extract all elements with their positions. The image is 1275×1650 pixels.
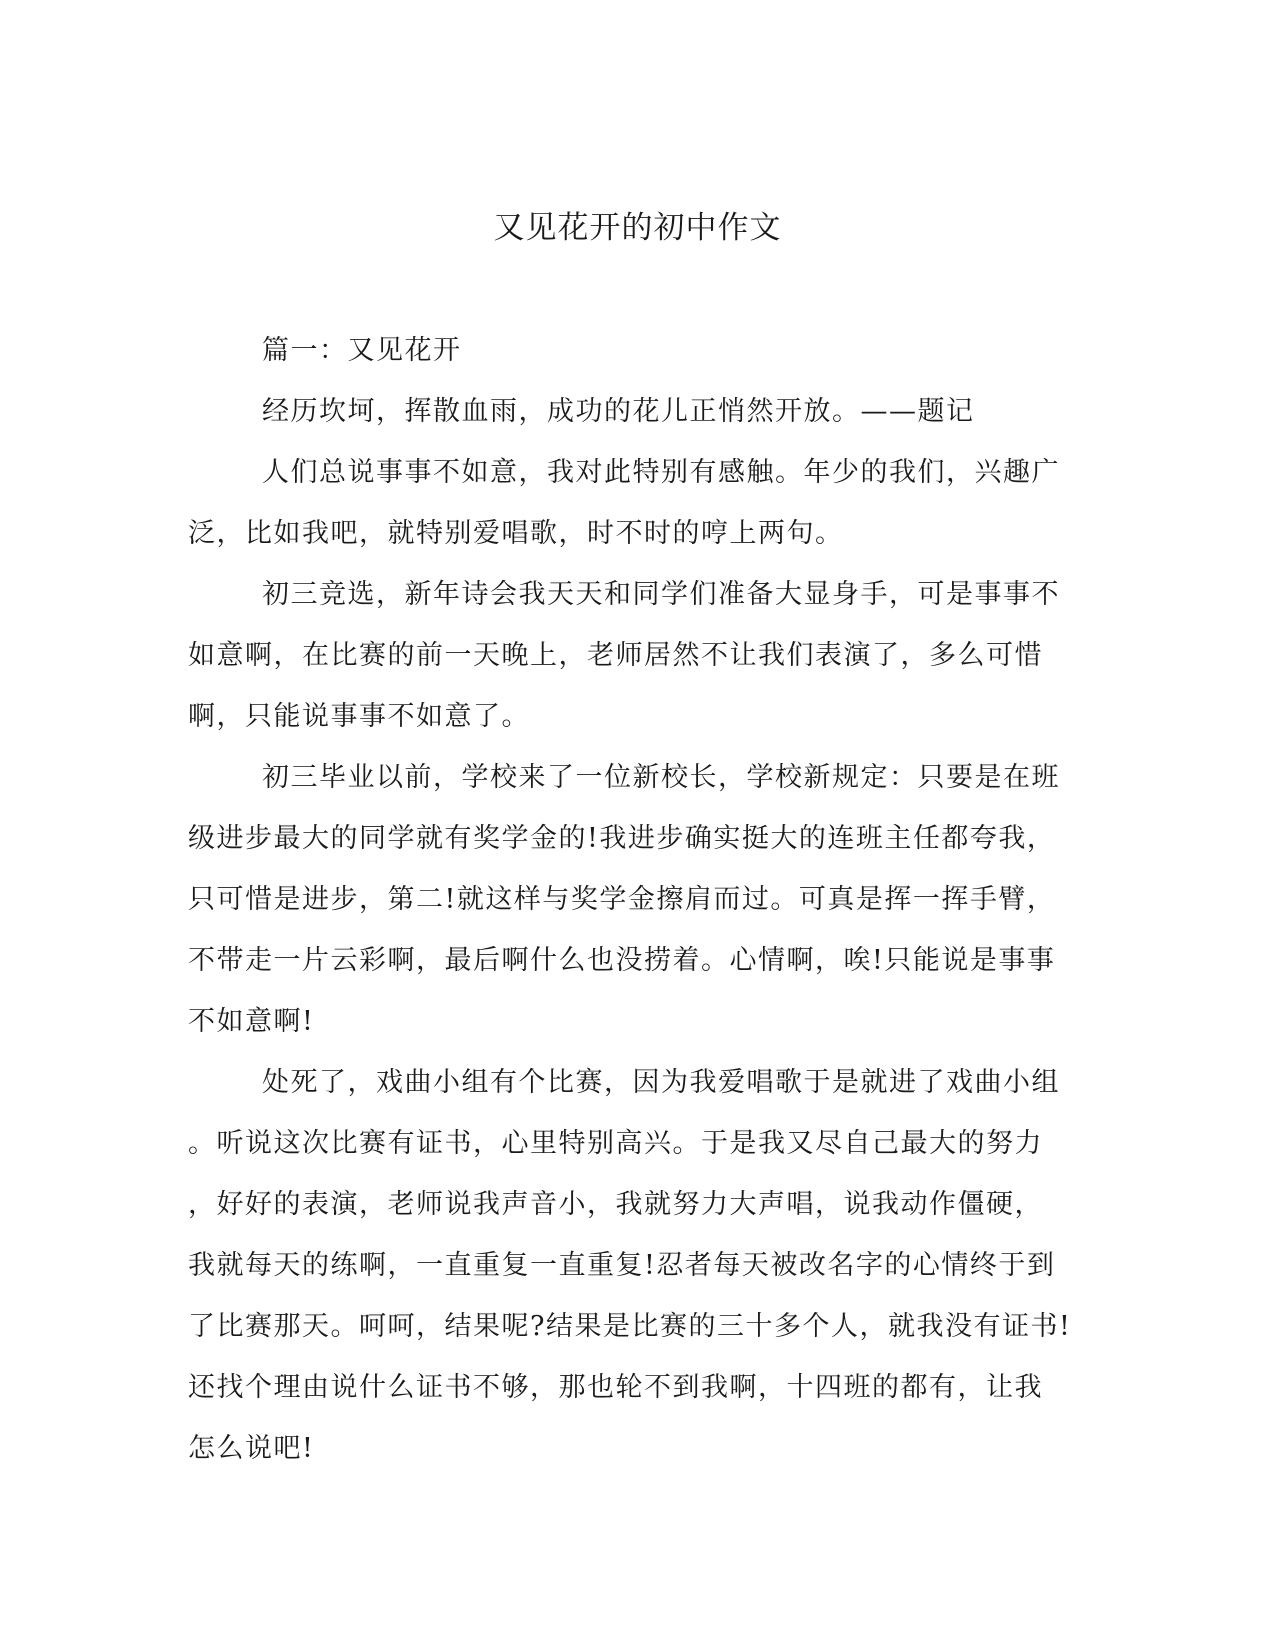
text-line: 我就每天的练啊，一直重复一直重复!忍者每天被改名字的心情终于到 bbox=[188, 1250, 1056, 1281]
text-line: 经历坎坷，挥散血雨，成功的花儿正悄然开放。——题记 bbox=[262, 396, 975, 427]
text-line: 。听说这次比赛有证书，心里特别高兴。于是我又尽自己最大的努力 bbox=[188, 1128, 1043, 1159]
text-line: 啊，只能说事事不如意了。 bbox=[188, 701, 530, 732]
text-line: 人们总说事事不如意，我对此特别有感触。年少的我们，兴趣广 bbox=[262, 457, 1060, 488]
text-line: 级进步最大的同学就有奖学金的!我进步确实挺大的连班主任都夸我， bbox=[188, 823, 1056, 854]
text-line: 不如意啊! bbox=[188, 1006, 315, 1037]
document-title: 又见花开的初中作文 bbox=[493, 210, 782, 246]
text-line: 处死了，戏曲小组有个比赛，因为我爱唱歌于是就进了戏曲小组 bbox=[262, 1067, 1060, 1098]
text-line: 不带走一片云彩啊，最后啊什么也没捞着。心情啊，唉!只能说是事事 bbox=[188, 945, 1056, 976]
text-line: 还找个理由说什么证书不够，那也轮不到我啊，十四班的都有，让我 bbox=[188, 1372, 1043, 1403]
text-line: 如意啊，在比赛的前一天晚上，老师居然不让我们表演了，多么可惜 bbox=[188, 640, 1043, 671]
document-body bbox=[188, 320, 1072, 1479]
text-line: 篇一：又见花开 bbox=[262, 335, 462, 366]
text-line: 了比赛那天。呵呵，结果呢?结果是比赛的三十多个人，就我没有证书! bbox=[188, 1311, 1072, 1342]
text-line: 泛，比如我吧，就特别爱唱歌，时不时的哼上两句。 bbox=[188, 518, 844, 549]
text-line: 怎么说吧! bbox=[188, 1433, 315, 1464]
text-line: 初三毕业以前，学校来了一位新校长，学校新规定：只要是在班 bbox=[262, 762, 1060, 793]
text-line: 只可惜是进步，第二!就这样与奖学金擦肩而过。可真是挥一挥手臂， bbox=[188, 884, 1056, 915]
text-line: 初三竞选，新年诗会我天天和同学们准备大显身手，可是事事不 bbox=[262, 579, 1060, 610]
text-line: ，好好的表演，老师说我声音小，我就努力大声唱，说我动作僵硬， bbox=[188, 1189, 1043, 1220]
